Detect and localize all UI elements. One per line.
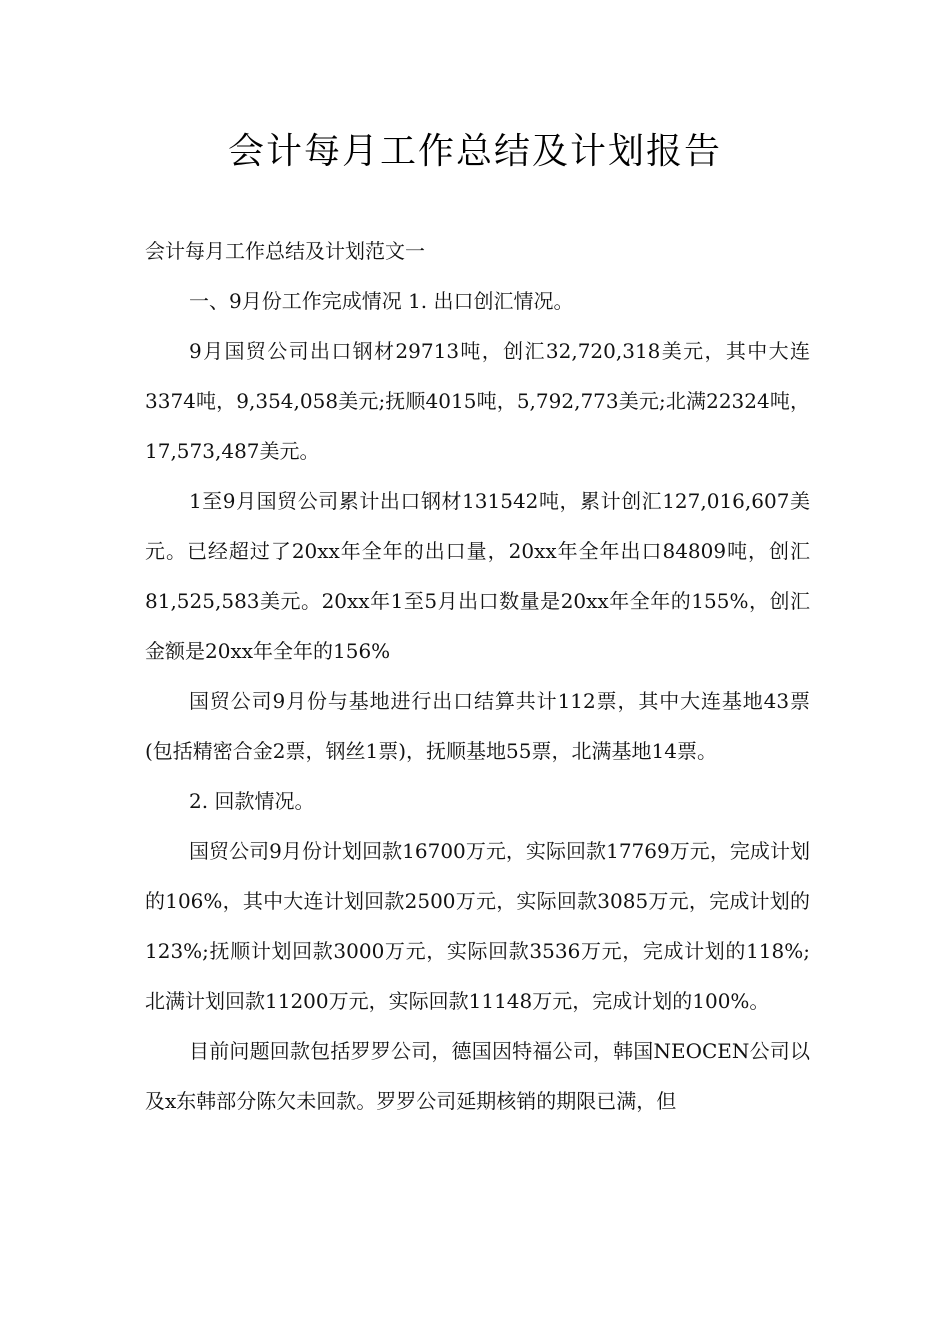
paragraph-payment: 国贸公司9月份计划回款16700万元，实际回款17769万元，完成计划的106%，其中大连计划回款2500万元，实际回款3085万元，完成计划的123%;抚顺计划回款3000万元，实际回款3536万元，完成计划的118%;北满计划回款11200万元，实际回款11148万元，完成计划的100%。 <box>145 839 810 1013</box>
subsection-heading-payment: 2. 回款情况。 <box>189 789 315 813</box>
subsection-heading: 一、9月份工作完成情况 1. 出口创汇情况。 <box>189 289 574 313</box>
paragraph-problem-payment: 目前问题回款包括罗罗公司，德国因特福公司，韩国NEOCEN公司以及x东韩部分陈欠未回款。罗罗公司延期核销的期限已满，但 <box>145 1039 810 1113</box>
paragraph-settlement: 国贸公司9月份与基地进行出口结算共计112票，其中大连基地43票(包括精密合金2票，钢丝1票)，抚顺基地55票，北满基地14票。 <box>145 689 810 763</box>
section-heading: 会计每月工作总结及计划范文一 <box>145 239 425 263</box>
paragraph-export-september: 9月国贸公司出口钢材29713吨，创汇32,720,318美元，其中大连3374吨，9,354,058美元;抚顺4015吨，5,792,773美元;北满22324吨，17,573,487美元。 <box>145 339 810 463</box>
document-title: 会计每月工作总结及计划报告 <box>227 131 722 172</box>
document-body <box>145 226 810 1126</box>
paragraph-export-cumulative: 1至9月国贸公司累计出口钢材131542吨，累计创汇127,016,607美元。已经超过了20xx年全年的出口量，20xx年全年出口84809吨，创汇81,525,583美元。20xx年1至5月出口数量是20xx年全年的155%，创汇金额是20xx年全年的156% <box>145 489 810 663</box>
